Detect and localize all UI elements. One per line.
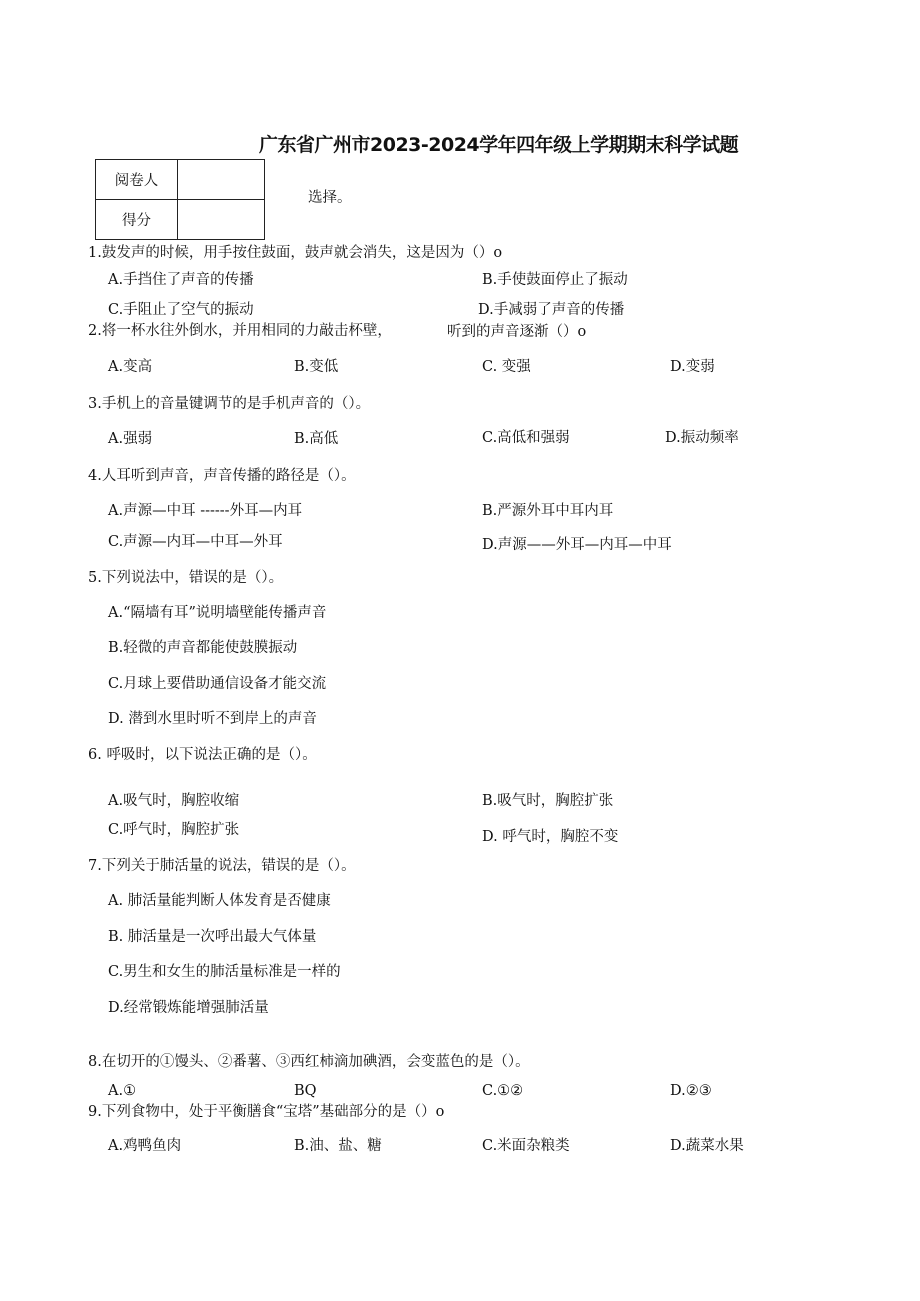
question-7-option-b: B. 肺活量是一次呼出最大气体量 (108, 929, 317, 945)
question-4-option-d: D.声源——外耳—内耳—中耳 (482, 537, 672, 553)
question-3-option-c: C.高低和强弱 (482, 430, 570, 446)
question-8-option-a: A.① (108, 1083, 137, 1099)
question-3-stem: 3.手机上的音量键调节的是手机声音的（）。 (88, 396, 371, 412)
question-1-option-b: B.手使鼓面停止了振动 (482, 272, 628, 288)
question-6-option-c: C.呼气时，胸腔扩张 (108, 822, 240, 838)
question-6-option-b: B.吸气时，胸腔扩张 (482, 793, 614, 809)
question-6-option-d: D. 呼气时，胸腔不变 (482, 829, 619, 845)
question-6-option-a: A.吸气时，胸腔收缩 (108, 793, 240, 809)
question-9-option-d: D.蔬菜水果 (670, 1138, 744, 1154)
question-7-stem: 7.下列关于肺活量的说法，错误的是（）。 (88, 858, 356, 874)
question-4-option-b: B.严源外耳中耳内耳 (482, 503, 614, 519)
question-5-stem: 5.下列说法中，错误的是（）。 (88, 570, 284, 586)
question-8-option-b: BQ (294, 1083, 317, 1099)
question-8-stem: 8.在切开的①馒头、②番薯、③西红柿滴加碘酒，会变蓝色的是（）。 (88, 1054, 530, 1070)
question-1-option-a: A.手挡住了声音的传播 (108, 272, 254, 288)
question-2-option-b: B.变低 (294, 359, 339, 375)
question-1-option-d: D.手减弱了声音的传播 (478, 302, 625, 318)
question-1-stem: 1.鼓发声的时候，用手按住鼓面，鼓声就会消失，这是因为（）o (88, 245, 503, 261)
question-6-stem: 6. 呼吸时，以下说法正确的是（）。 (88, 747, 317, 763)
question-5-option-a: A.“隔墙有耳”说明墙壁能传播声音 (108, 605, 327, 621)
question-9-option-c: C.米面杂粮类 (482, 1138, 570, 1154)
question-9-stem: 9.下列食物中，处于平衡膳食“宝塔”基础部分的是（）o (88, 1104, 445, 1120)
question-5-option-b: B.轻微的声音都能使鼓膜振动 (108, 640, 298, 656)
question-5-option-c: C.月球上要借助通信设备才能交流 (108, 676, 327, 692)
score-label: 得分 (96, 200, 178, 240)
section-heading: 选择。 (308, 190, 352, 206)
page-title: 广东省广州市2023-2024学年四年级上学期期末科学试题 (259, 134, 739, 156)
question-4-option-c: C.声源—内耳—中耳—外耳 (108, 534, 283, 550)
question-4-option-a: A.声源—中耳 ------外耳—内耳 (108, 503, 303, 519)
score-table (95, 159, 265, 240)
question-8-option-c: C.①② (482, 1083, 524, 1099)
question-2-option-d: D.变弱 (670, 359, 715, 375)
question-3-option-a: A.强弱 (108, 431, 153, 447)
question-7-option-d: D.经常锻炼能增强肺活量 (108, 1000, 269, 1016)
question-8-option-d: D.②③ (670, 1083, 712, 1099)
question-2-option-c: C. 变强 (482, 359, 531, 375)
question-5-option-d: D. 潜到水里时听不到岸上的声音 (108, 711, 317, 727)
question-9-option-b: B.油、盐、糖 (294, 1138, 382, 1154)
reviewer-label: 阅卷人 (96, 160, 178, 200)
question-2-stem-part2: 听到的声音逐渐（）o (447, 324, 587, 340)
question-2-stem-part1: 2.将一杯水往外倒水，并用相同的力敲击杯壁， (88, 323, 392, 339)
question-2-option-a: A.变高 (108, 359, 153, 375)
question-7-option-a: A. 肺活量能判断人体发育是否健康 (108, 893, 331, 909)
question-9-option-a: A.鸡鸭鱼肉 (108, 1138, 182, 1154)
question-4-stem: 4.人耳听到声音，声音传播的路径是（）。 (88, 468, 356, 484)
question-7-option-c: C.男生和女生的肺活量标准是一样的 (108, 964, 341, 980)
question-1-option-c: C.手阻止了空气的振动 (108, 302, 254, 318)
question-3-option-b: B.高低 (294, 431, 339, 447)
score-cell (178, 200, 265, 240)
reviewer-cell (178, 160, 265, 200)
question-3-option-d: D.振动频率 (665, 430, 739, 446)
